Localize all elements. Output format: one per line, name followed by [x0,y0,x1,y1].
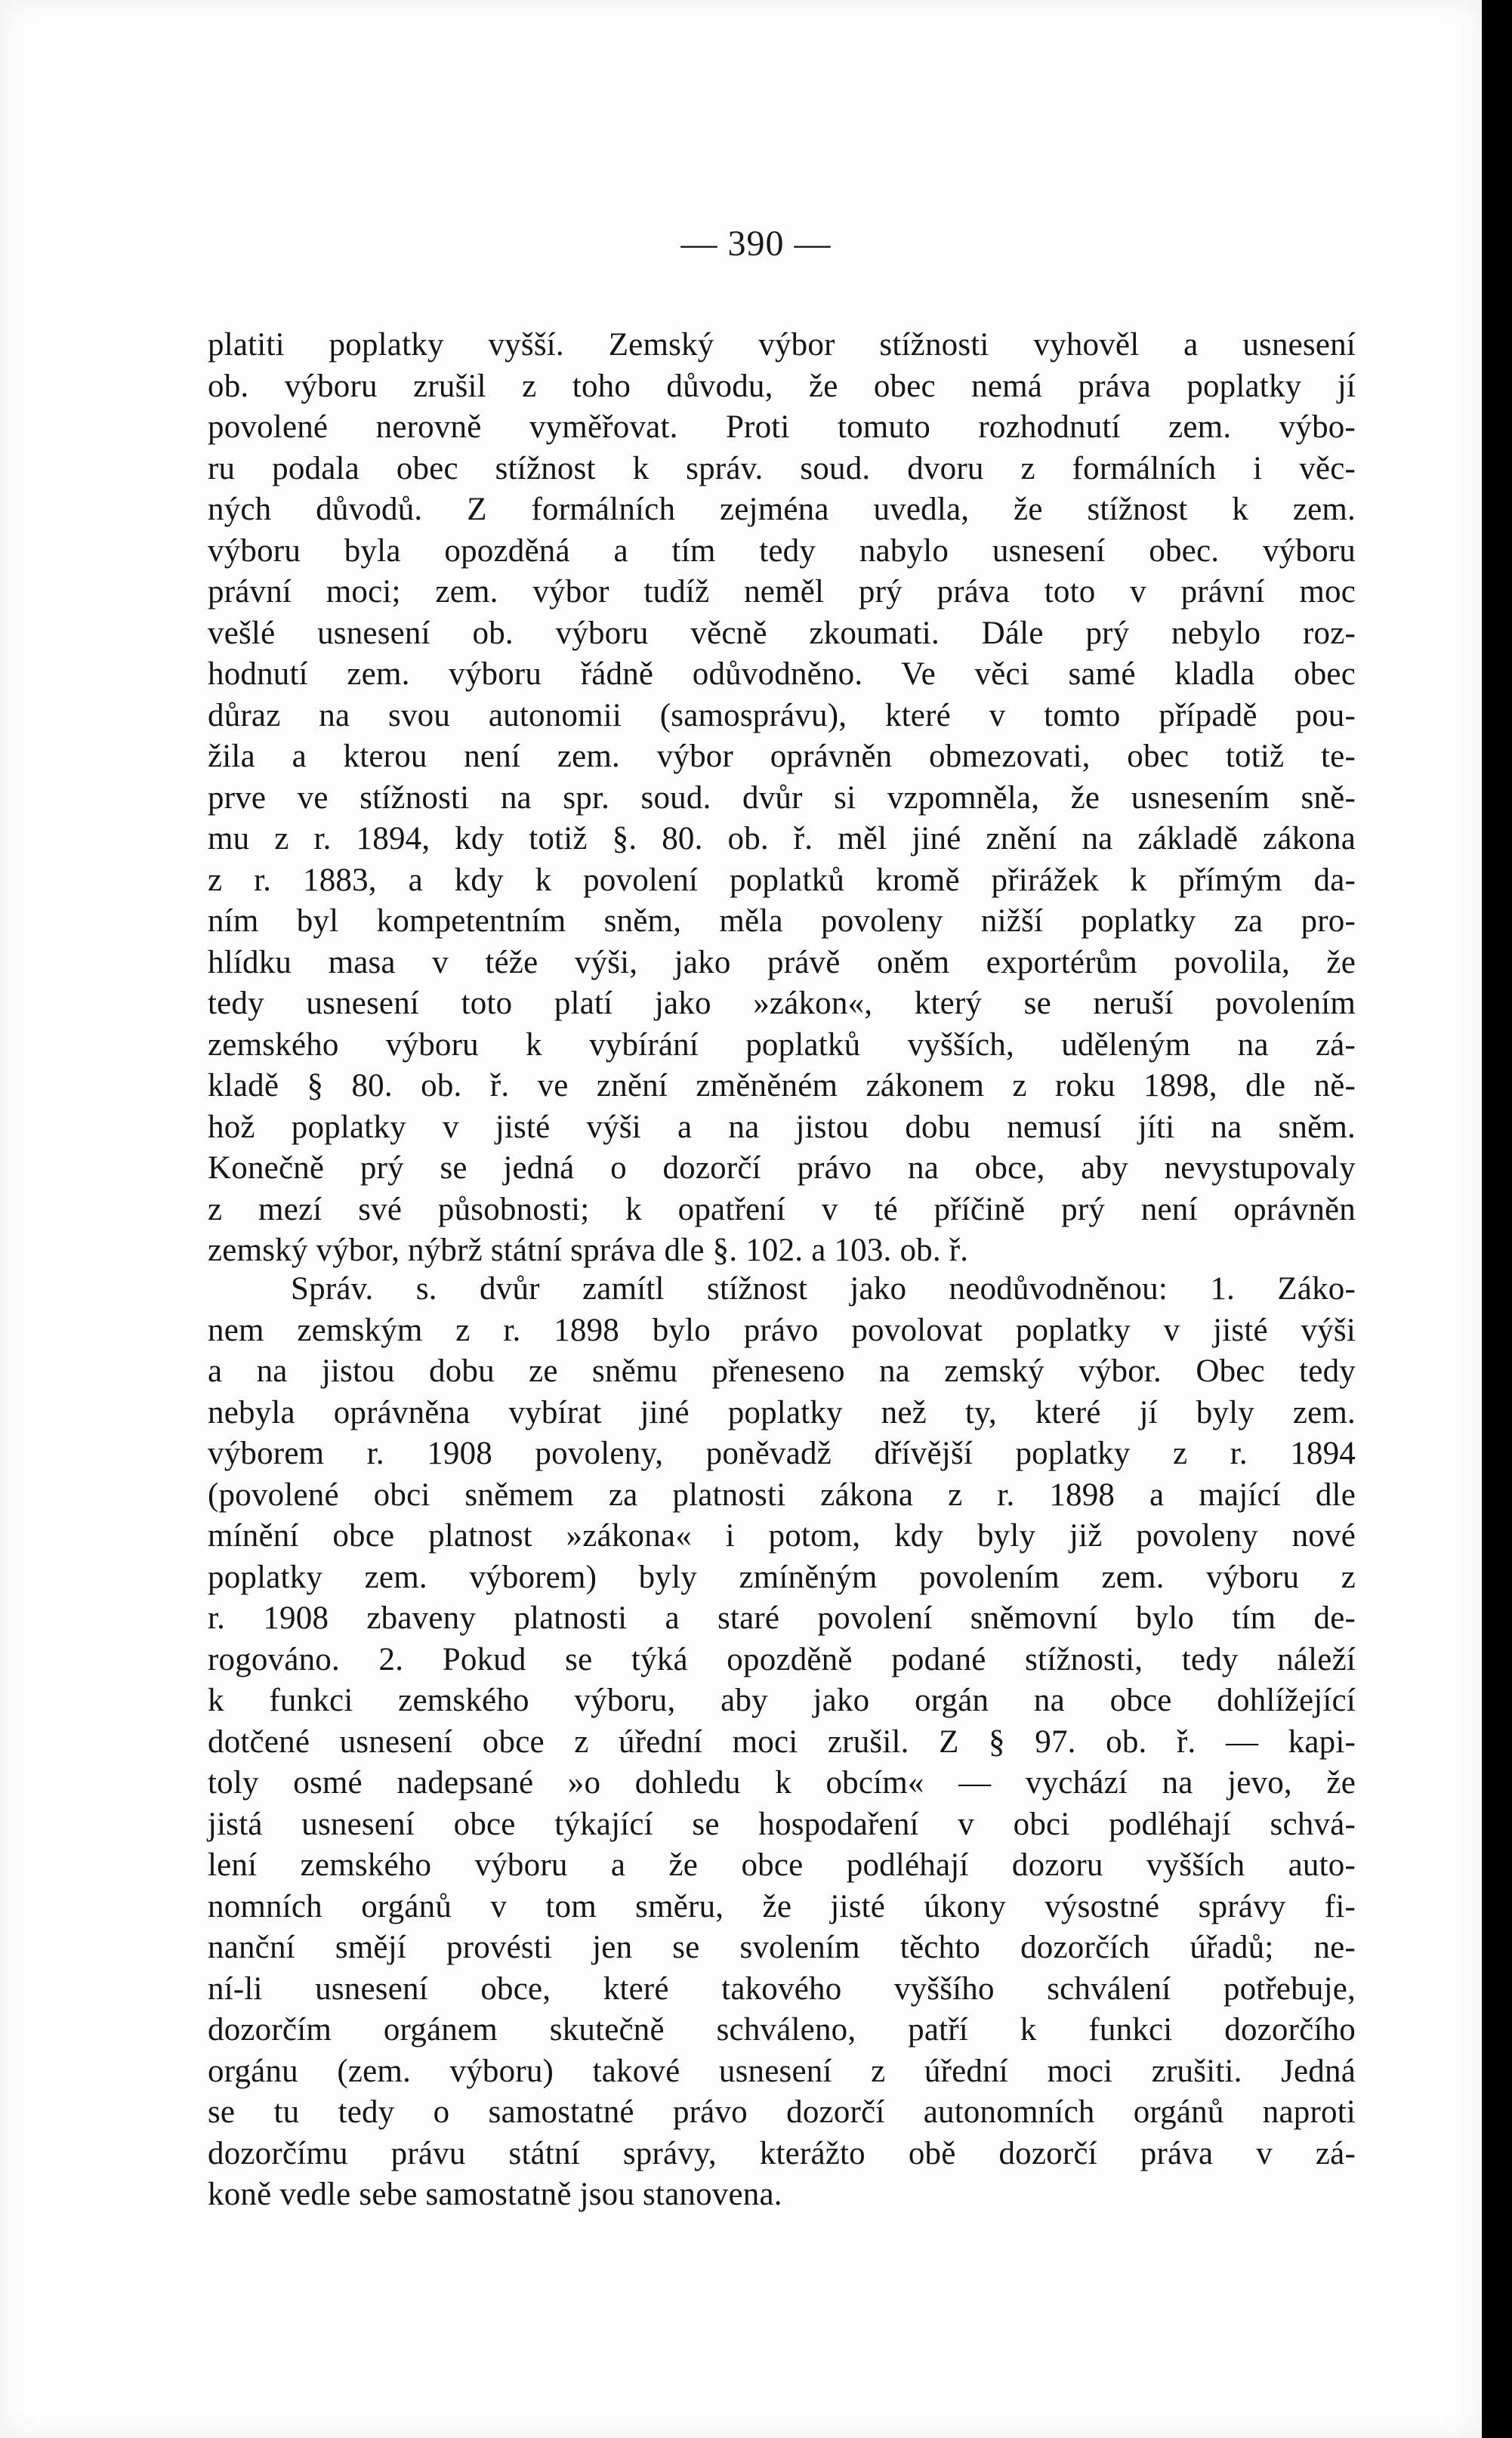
text-line: z r. 1883, a kdy k povolení poplatků kromě přirážek k přímým da- [208,862,1356,898]
text-line: zemský výbor, nýbrž státní správa dle §. 102. a 103. ob. ř. [208,1233,969,1268]
text-line: k funkci zemského výboru, aby jako orgán na obce dohlížející [208,1683,1356,1718]
text-line: hlídku masa v téže výši, jako právě oněm exportérům povolila, že [208,944,1356,980]
text-line: nanční smějí provésti jen se svolením těchto dozorčích úřadů; ne- [208,1930,1356,1965]
text-line: ných důvodů. Z formálních zejména uvedla, že stížnost k zem. [208,492,1356,527]
text-line: lení zemského výboru a že obce podléhají dozoru vyšších auto- [208,1847,1356,1883]
text-line: tedy usnesení toto platí jako »zákon«, který se neruší povolením [208,986,1356,1021]
text-line: rogováno. 2. Pokud se týká opozděně podané stížnosti, tedy náleží [208,1641,1356,1677]
text-line: nem zemským z r. 1898 bylo právo povolovat poplatky v jisté výši [208,1312,1356,1348]
text-line: vešlé usnesení ob. výboru věcně zkoumati. Dále prý nebylo roz- [208,615,1356,651]
text-line: mu z r. 1894, kdy totiž §. 80. ob. ř. měl jiné znění na základě zákona [208,821,1356,856]
text-line: důraz na svou autonomii (samosprávu), které v tomto případě pou- [208,697,1356,733]
text-line: toly osmé nadepsané »o dohledu k obcím« — vychází na jevo, že [208,1765,1356,1801]
text-line: platiti poplatky vyšší. Zemský výbor stížnosti vyhověl a usnesení [208,327,1356,363]
text-line: ní-li usnesení obce, které takového vyššího schválení potřebuje, [208,1970,1356,2007]
text-line: mínění obce platnost »zákona« i potom, kdy byly již povoleny nové [208,1518,1356,1554]
text-line: výborem r. 1908 povoleny, poněvadž dřívější poplatky z r. 1894 [208,1436,1356,1471]
text-line: dotčené usnesení obce z úřední moci zrušil. Z § 97. ob. ř. — kapi- [208,1724,1356,1760]
text-line: dozorčím orgánem skutečně schváleno, patří k funkci dozorčího [208,2012,1356,2048]
text-line: z mezí své působnosti; k opatření v té příčině prý není oprávněn [208,1191,1356,1227]
text-line: se tu tedy o samostatné právo dozorčí autonomních orgánů naproti [208,2094,1356,2130]
paragraph-2 [208,1269,1356,2216]
paragraph-1 [208,325,1356,1272]
page-number: — 390 — [680,224,832,264]
text-line: Správ. s. dvůr zamítl stížnost jako neodůvodněnou: 1. Záko- [291,1271,1356,1307]
text-line: jistá usnesení obce týkající se hospodaření v obci podléhají schvá- [208,1806,1356,1842]
text-line: nebyla oprávněna vybírat jiné poplatky než ty, které jí byly zem. [208,1394,1356,1430]
text-line: výboru byla opozděná a tím tedy nabylo usnesení obec. výboru [208,532,1356,569]
text-line: hož poplatky v jisté výši a na jistou dobu nemusí jíti na sněm. [208,1109,1356,1145]
text-line: orgánu (zem. výboru) takové usnesení z úřední moci zrušiti. Jedná [208,2053,1356,2089]
text-line: dozorčímu právu státní správy, kterážto obě dozorčí práva v zá- [208,2135,1356,2171]
text-line: právní moci; zem. výbor tudíž neměl prý práva toto v právní moc [208,574,1356,610]
text-line: žila a kterou není zem. výbor oprávněn obmezovati, obec totiž te- [208,739,1356,774]
text-line: Konečně prý se jedná o dozorčí právo na obce, aby nevystupovaly [208,1150,1356,1186]
text-line: ob. výboru zrušil z toho důvodu, že obec nemá práva poplatky jí [208,368,1356,404]
text-line: r. 1908 zbaveny platnosti a staré povolení sněmovní bylo tím de- [208,1600,1356,1636]
text-line: koně vedle sebe samostatně jsou stanovena. [208,2177,782,2212]
text-line: zemského výboru k vybírání poplatků vyšších, uděleným na zá- [208,1026,1356,1063]
text-line: ru podala obec stížnost k správ. soud. dvoru z formálních i věc- [208,450,1356,486]
scan-border [1482,0,1512,2438]
text-line: povolené nerovně vyměřovat. Proti tomuto rozhodnutí zem. výbo- [208,409,1356,445]
text-line: prve ve stížnosti na spr. soud. dvůr si vzpomněla, že usnesením sně- [208,779,1356,816]
text-line: (povolené obci sněmem za platnosti zákona z r. 1898 a mající dle [208,1477,1356,1513]
text-line: hodnutí zem. výboru řádně odůvodněno. Ve věci samé kladla obec [208,656,1356,692]
text-line: poplatky zem. výborem) byly zmíněným povolením zem. výboru z [208,1559,1356,1595]
text-line: a na jistou dobu ze sněmu přeneseno na zemský výbor. Obec tedy [208,1353,1356,1389]
text-line: kladě § 80. ob. ř. ve znění změněném zákonem z roku 1898, dle ně- [208,1068,1356,1103]
text-line: ním byl kompetentním sněm, měla povoleny nižší poplatky za pro- [208,903,1356,939]
text-line: nomních orgánů v tom směru, že jisté úkony výsostné správy fi- [208,1888,1356,1924]
